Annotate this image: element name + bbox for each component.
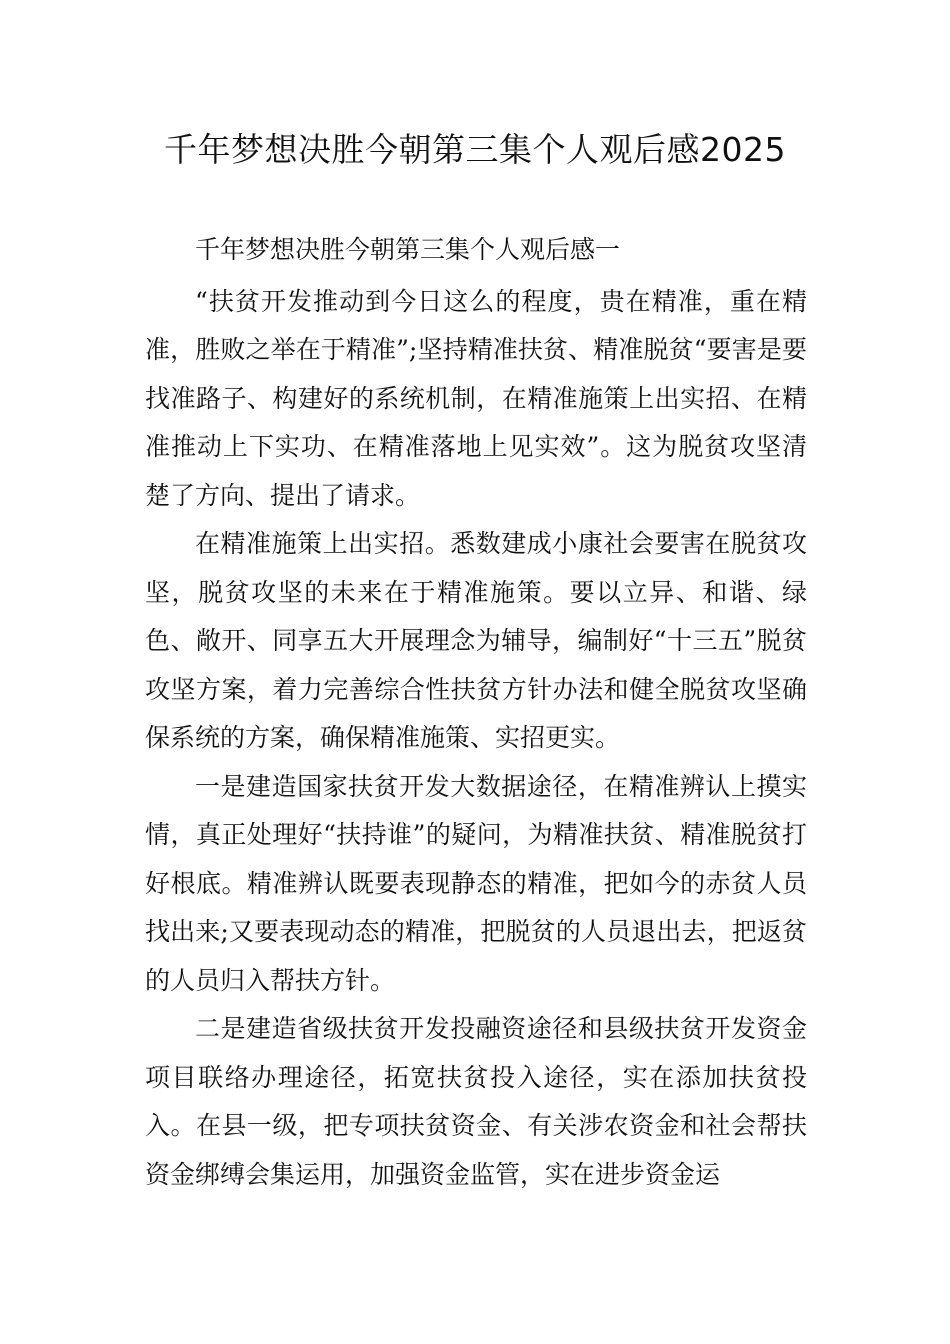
body-paragraph: 二是建造省级扶贫开发投融资途径和县级扶贫开发资金项目联络办理途径，拓宽扶贫投入途径，实在添加扶贫投入。在县一级，把专项扶贫资金、有关涉农资金和社会帮扶资金绑缚会集运用，加强资金监管，实在进步资金运 <box>145 1014 807 1189</box>
document-body <box>145 226 807 1199</box>
body-paragraph: 在精准施策上出实招。悉数建成小康社会要害在脱贫攻坚，脱贫攻坚的未来在于精准施策。要以立异、和谐、绿色、敞开、同享五大开展理念为辅导，编制好“十三五”脱贫攻坚方案，着力完善综合性扶贫方针办法和健全脱贫攻坚确保系统的方案，确保精准施策、实招更实。 <box>145 529 807 752</box>
body-paragraph: “扶贫开发推动到今日这么的程度，贵在精准，重在精准，胜败之举在于精准”;坚持精准扶贫、精准脱贫“要害是要找准路子、构建好的系统机制，在精准施策上出实招、在精准推动上下实功、在精准落地上见实效”。这为脱贫攻坚清楚了方向、提出了请求。 <box>145 286 807 510</box>
body-paragraph: 一是建造国家扶贫开发大数据途径，在精准辨认上摸实情，真正处理好“扶持谁”的疑问，为精准扶贫、精准脱贫打好根底。精准辨认既要表现静态的精准，把如今的赤贫人员找出来;又要表现动态的精准，把脱贫的人员退出去，把返贫的人员归入帮扶方针。 <box>145 771 807 995</box>
document-title: 千年梦想决胜今朝第三集个人观后感2025 <box>164 130 786 169</box>
subtitle-paragraph: 千年梦想决胜今朝第三集个人观后感一 <box>195 235 621 264</box>
